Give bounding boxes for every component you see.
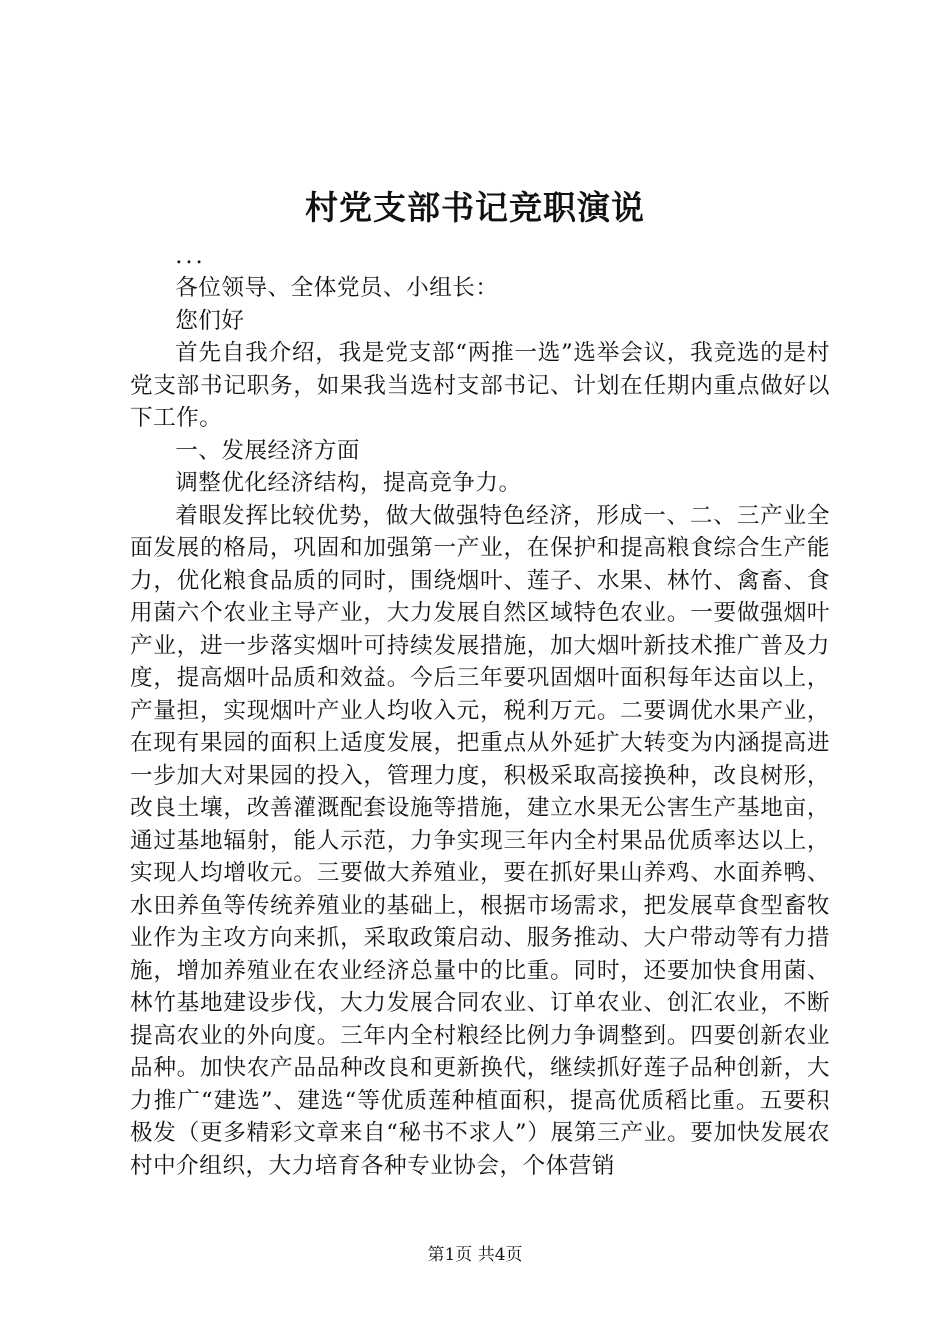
intro-paragraph: 首先自我介绍，我是党支部“两推一选”选举会议，我竞选的是村党支部书记职务，如果我当选村支部书记、计划在任期内重点做好以下工作。: [130, 340, 830, 431]
salutation: 各位领导、全体党员、小组长：: [175, 275, 499, 301]
greeting: 您们好: [175, 307, 245, 334]
section-subheading: 调整优化经济结构，提高竞争力。: [175, 470, 522, 496]
document-title: 村党支部书记竞职演说: [305, 188, 645, 227]
body-paragraph: 着眼发挥比较优势，做大做强特色经济，形成一、二、三产业全面发展的格局，巩固和加强第一产业，在保护和提高粮食综合生产能力，优化粮食品质的同时，围绕烟叶、莲子、水果、林竹、禽畜、食用菌六个农业主导产业，大力发展自然区域特色农业。一要做强烟叶产业，进一步落实烟叶可持续发展措施，加大烟叶新技术推广普及力度，提高烟叶品质和效益。今后三年要巩固烟叶面积每年达亩以上，产量担，实现烟叶产业人均收入元，税利万元。二要调优水果产业，在现有果园的面积上适度发展，把重点从外延扩大转变为内涵提高进一步加大对果园的投入，管理力度，积极采取高接换种，改良树形，改良土壤，改善灌溉配套设施等措施，建立水果无公害生产基地亩，通过基地辐射，能人示范，力争实现三年内全村果品优质率达以上，实现人均增收元。三要做大养殖业，要在抓好果山养鸡、水面养鸭、水田养鱼等传统养殖业的基础上，根据市场需求，把发展草食型畜牧业作为主攻方向来抓，采取政策启动、服务推动、大户带动等有力措施，增加养殖业在农业经济总量中的比重。同时，还要加快食用菌、林竹基地建设步伐，大力发展合同农业、订单农业、创汇农业，不断提高农业的外向度。三年内全村粮经比例力争调整到。四要创新农业品种。加快农产品品种改良和更新换代，继续抓好莲子品种创新，大力推广“建选”、建选“等优质莲种植面积，提高优质稻比重。五要积极发（更多精彩文章来自“秘书不求人”）展第三产业。要加快发展农村中介组织，大力培育各种专业协会，个体营销: [130, 502, 830, 1179]
document-body: [130, 243, 830, 1182]
section-heading: 一、发展经济方面: [175, 437, 360, 464]
page-number: 第1页 共4页: [427, 1245, 523, 1265]
ellipsis-line: ...: [175, 243, 206, 269]
